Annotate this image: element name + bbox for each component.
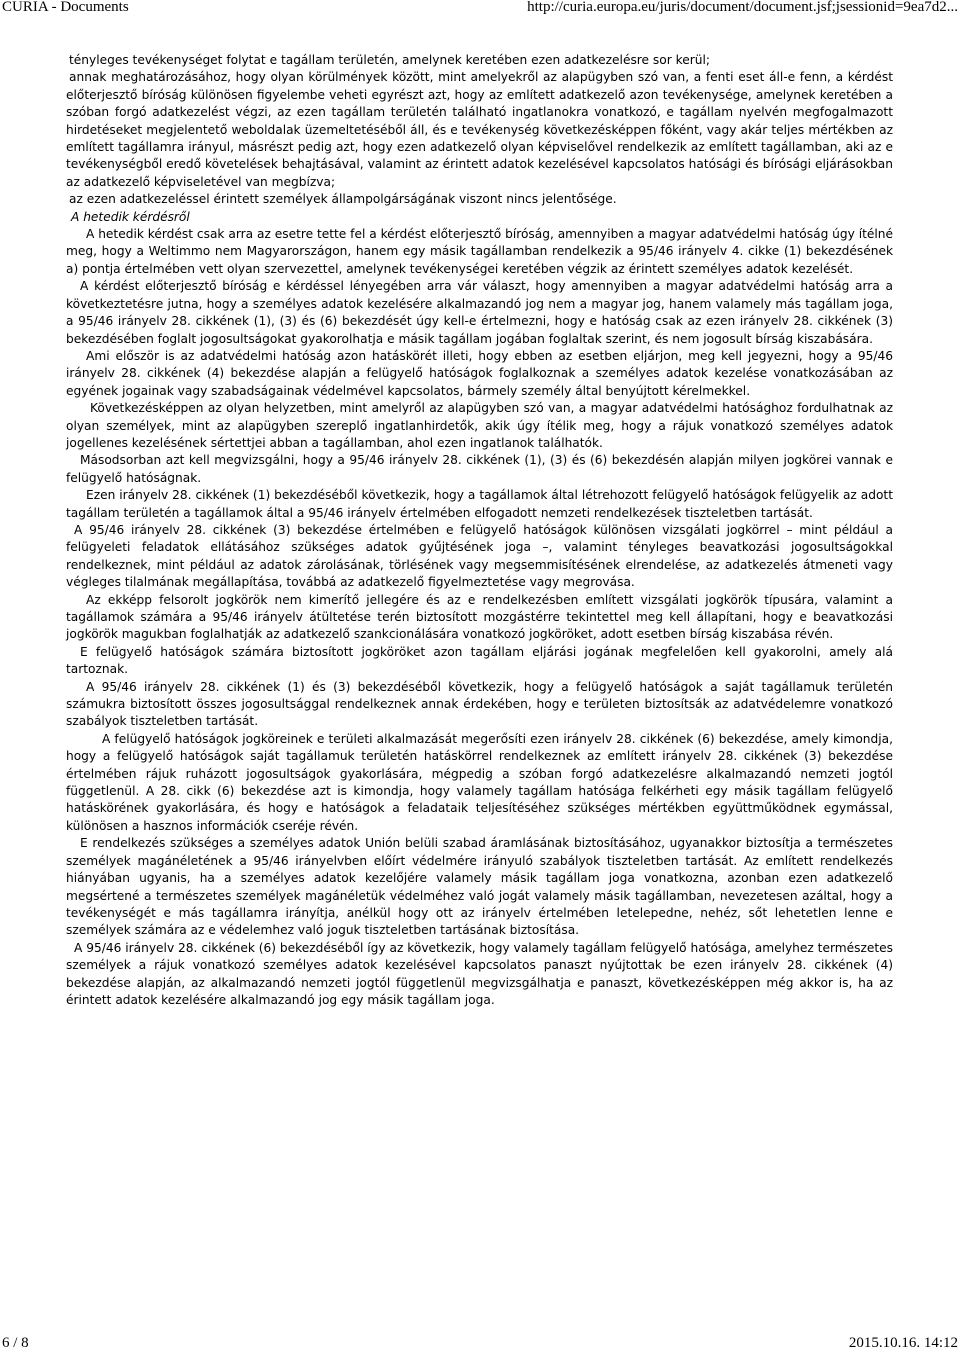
paragraph: Ezen irányelv 28. cikkének (1) bekezdéséből következik, hogy a tagállamok által létrehozott felügyelő hatóságok felügyelik az adott tagállam területén a tagállamok által a 95/46 irányelv értelmében elfogadott nemzeti rendelkezések tiszteletben tartását.: [66, 488, 893, 520]
print-header: [0, 0, 960, 18]
paragraph: A 95/46 irányelv 28. cikkének (6) bekezdéséből így az következik, hogy valamely tagállam felügyelő hatósága, amelyhez természetes személyek a rájuk vonatkozó személyes adatok kezelésével kapcsolatos panaszt nyújtottak be ezen irányelv 28. cikkének (4) bekezdése alapján, az alkalmazandó nemzeti jogtól függetlenül megvizsgálhatja e panaszt, következésképpen még akkor is, ha az érintett adatok kezelésére alkalmazandó jog egy másik tagállam joga.: [66, 940, 893, 1007]
paragraph: Következésképpen az olyan helyzetben, mint amelyről az alapügyben szó van, a magyar adatvédelmi hatósághoz fordulhatnak az olyan személyek, mint az alapügyben szereplő ingatlanhirdetők, akik úgy ítélik meg, hogy a rájuk vonatkozó személyes adatok jogellenes kezelésének sértettjei abban a tagállamban, ahol ezen ingatlanok találhatók.: [66, 401, 893, 450]
paragraph: A 95/46 irányelv 28. cikkének (1) és (3) bekezdéséből következik, hogy a felügyelő hatóságok a saját tagállamuk területén számukra biztosított összes jogosultsággal rendelkeznek annak érdekében, hogy e területen biztosítsák az adatvédelemre vonatkozó szabályok tiszteletben tartását.: [66, 679, 893, 729]
paragraph: A 95/46 irányelv 28. cikkének (3) bekezdése értelmében e felügyelő hatóságok különösen vizsgálati jogkörrel – mint például a felügyeleti feladatok ellátásához szükséges adatok gyűjtésének joga –, valamint tényleges beavatkozási jogosultságokkal rendelkeznek, mint például az adatok zárolásának, törlésének vagy megsemmisítésének elrendelése, az adatkezelés átmeneti vagy végleges tilalmának megállapítása, továbbá az adatkezelő figyelmeztetése vagy megrovása.: [66, 522, 893, 590]
document-source-title: CURIA - Documents: [2, 0, 129, 15]
print-footer: [0, 1336, 960, 1354]
print-timestamp: 2015.10.16. 14:12: [848, 1335, 958, 1351]
paragraph: az ezen adatkezeléssel érintett személyek állampolgárságának viszont nincs jelentősége.: [69, 192, 617, 207]
paragraph: Az ekképp felsorolt jogkörök nem kimerítő jellegére és az e rendelkezésben említett vizsgálati jogkörök típusára, valamint a tagállamok számára a 95/46 irányelv átültetése terén biztosított mozgástérre tekintettel meg kell állapítani, hogy e beavatkozási jogkörök magukban foglalhatják az adatkezelő szankcionálására vonatkozó jogköröket, adott esetben bírság kiszabása révén.: [66, 592, 893, 642]
paragraph: Ami először is az adatvédelmi hatóság azon hatáskörét illeti, hogy ebben az esetben eljárjon, meg kell jegyezni, hogy a 95/46 irányelv 28. cikkének (4) bekezdése alapján a felügyelő hatóságok foglalkoznak a személyes adatok kezelése vonatkozásában az egyének jogainak vagy szabadságainak védelmével kapcsolatos, bármely személy által benyújtott kérelmekkel.: [66, 348, 893, 398]
page-number: 6 / 8: [2, 1335, 29, 1351]
paragraph: tényleges tevékenységet folytat e tagállam területén, amelynek keretében ezen adatkezelésre sor kerül;: [69, 53, 710, 67]
paragraph: A kérdést előterjesztő bíróság e kérdéssel lényegében arra vár választ, hogy amennyiben a magyar adatvédelmi hatóság arra a következtetésre jutna, hogy a személyes adatok kezelésére alkalmazandó jog nem a magyar jog, hanem valamely más tagállam joga, a 95/46 irányelv 28. cikkének (1), (3) és (6) bekezdését úgy kell-e értelmezni, hogy e hatóság csak az ezen irányelv 28. cikkének (3) bekezdésében foglalt jogosultságokat gyakorolhatja e másik tagállam jogában foglaltak szerint, és nem jogosult bírság kiszabására.: [66, 279, 893, 346]
document-body: [66, 52, 893, 1009]
paragraph: annak meghatározásához, hogy olyan körülmények között, mint amelyekről az alapügyben szó van, a fenti eset áll-e fenn, a kérdést előterjesztő bíróság különösen figyelembe veheti egyrészt azt, hogy az említett adatkezelő azon tevékenysége, amelynek keretében a szóban forgó adatkezelést végzi, az ezen tagállam területén található ingatlanokra vonatkozó, e tagállam nyelvén megfogalmazott hirdetéseket megjelentető weboldalak üzemeltetéséből áll, és e tevékenység következésképpen főként, vagy akár teljes mértékben az említett tagállamra irányul, másrészt pedig azt, hogy ezen adatkezelő olyan képviselővel rendelkezik az említett tagállamban, aki az e tevékenységből eredő követelések behajtásával, valamint az érintett adatok kezelésével kapcsolatos hatósági és bírósági eljárásokban az adatkezelő képviseletével van megbízva;: [66, 70, 893, 189]
paragraph: E felügyelő hatóságok számára biztosított jogköröket azon tagállam eljárási jogának megfelelően kell gyakorolni, amely alá tartoznak.: [66, 644, 893, 677]
paragraph: A hetedik kérdést csak arra az esetre tette fel a kérdést előterjesztő bíróság, amennyiben a magyar adatvédelmi hatóság úgy ítélné meg, hogy a Weltimmo nem Magyarországon, hanem egy másik tagállamban rendelkezik a 95/46 irányelv 4. cikke (1) bekezdésének a) pontja értelmében vett olyan szervezettel, amelynek tevékenységei keretében végzik az érintett személyes adatok kezelését.: [66, 227, 894, 276]
section-heading: A hetedik kérdésről: [71, 209, 190, 224]
paragraph: Másodsorban azt kell megvizsgálni, hogy a 95/46 irányelv 28. cikkének (1), (3) és (6) bekezdésén alapján milyen jogkörei vannak e felügyelő hatóságnak.: [66, 453, 893, 485]
document-url: http://curia.europa.eu/juris/document/document.jsf;jsessionid=9ea7d2...: [527, 0, 958, 15]
paragraph: E rendelkezés szükséges a személyes adatok Unión belüli szabad áramlásának biztosításához, ugyanakkor biztosítja a természetes személyek magánéletének a 95/46 irányelvben előírt védelmére irányuló szabályok tiszteletben tartását. Az említett rendelkezés hiányában ugyanis, ha a személyes adatok kezelőjére valamely másik tagállam joga vonatkozna, azonban ezen adatkezelő megsértené a természetes személyek magánéletük védelméhez való jogát valamely másik tagállamban, nevezetesen azáltal, hogy a tevékenységét e más tagállamra irányítja, anélkül hogy ott az irányelv értelmében letelepedne, nehéz, sőt lehetetlen lenne e személyek számára az e védelemhez való joguk tiszteletben tartásának biztosítása.: [66, 836, 893, 938]
paragraph: A felügyelő hatóságok jogköreinek e területi alkalmazását megerősíti ezen irányelv 28. cikkének (6) bekezdése, amely kimondja, hogy a felügyelő hatóságok saját tagállamuk területén hatáskörrel rendelkeznek az említett irányelv 28. cikkének (3) bekezdése értelmében rájuk ruházott jogosultságok gyakorlására, mégpedig a szóban forgó adatkezelésre alkalmazandó nemzeti jogtól függetlenül. A 28. cikk (6) bekezdése azt is kimondja, hogy valamely tagállam hatósága felkérheti egy másik tagállam felügyelő hatáskörének gyakorlására, és hogy e hatóságok a feladataik teljesítéséhez szükséges mértékben együttműködnek egymással, különösen a hasznos információk cseréje révén.: [66, 731, 893, 833]
